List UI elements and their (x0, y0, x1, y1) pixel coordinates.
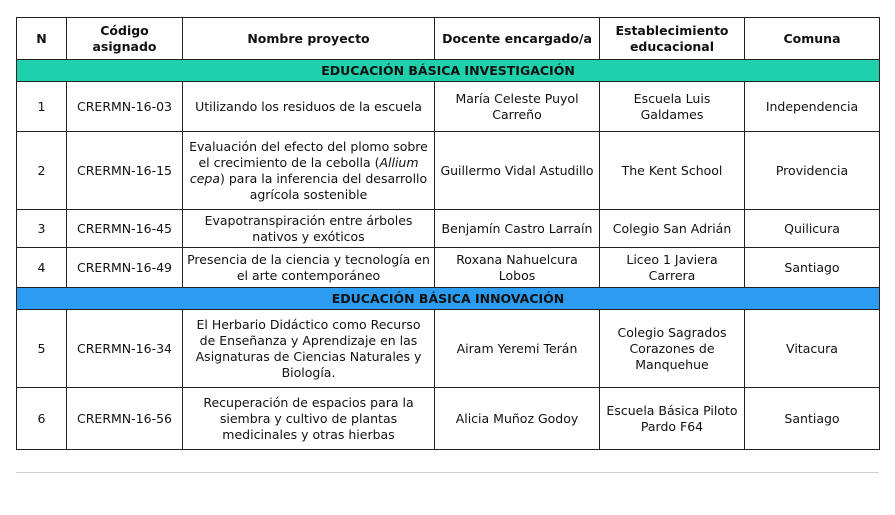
header-n: N (17, 18, 67, 60)
header-school: Establecimiento educacional (600, 18, 745, 60)
header-code: Código asignado (67, 18, 183, 60)
cell-project (183, 132, 435, 210)
cell-teacher: Roxana Nahuelcura Lobos (435, 248, 600, 288)
section-title: EDUCACIÓN BÁSICA INNOVACIÓN (17, 288, 880, 310)
cell-project: Evapotranspiración entre árboles nativos y exóticos (183, 210, 435, 248)
cell-school: Liceo 1 Javiera Carrera (600, 248, 745, 288)
section-title: EDUCACIÓN BÁSICA INVESTIGACIÓN (17, 60, 880, 82)
project-text-pre: Evaluación del efecto del plomo sobre el crecimiento de la cebolla ( (189, 138, 428, 170)
cell-n: 5 (17, 310, 67, 388)
section-row-investigacion (17, 60, 880, 82)
project-text-italic: Allium cepa (189, 154, 419, 186)
cell-code: CRERMN-16-03 (67, 82, 183, 132)
table-row (17, 210, 880, 248)
cell-commune: Independencia (745, 82, 880, 132)
cell-project: Utilizando los residuos de la escuela (183, 82, 435, 132)
section-row-innovacion (17, 288, 880, 310)
cell-school: Escuela Luis Galdames (600, 82, 745, 132)
cell-project: Presencia de la ciencia y tecnología en el arte contemporáneo (183, 248, 435, 288)
cell-teacher: Airam Yeremi Terán (435, 310, 600, 388)
cell-n: 6 (17, 388, 67, 450)
table-row (17, 82, 880, 132)
table-header-row (17, 18, 880, 60)
cell-commune: Vitacura (745, 310, 880, 388)
header-teacher: Docente encargado/a (435, 18, 600, 60)
cell-school: Colegio Sagrados Corazones de Manquehue (600, 310, 745, 388)
cell-school: Colegio San Adrián (600, 210, 745, 248)
project-text-post: ) para la inferencia del desarrollo agrícola sostenible (220, 170, 428, 202)
cell-project: Recuperación de espacios para la siembra y cultivo de plantas medicinales y otras hierbas (183, 388, 435, 450)
cell-teacher: Guillermo Vidal Astudillo (435, 132, 600, 210)
cell-commune: Quilicura (745, 210, 880, 248)
header-project: Nombre proyecto (183, 18, 435, 60)
cell-n: 3 (17, 210, 67, 248)
cell-code: CRERMN-16-49 (67, 248, 183, 288)
projects-table (16, 17, 880, 450)
cell-n: 2 (17, 132, 67, 210)
bottom-divider (16, 472, 879, 473)
cell-code: CRERMN-16-34 (67, 310, 183, 388)
table-row (17, 132, 880, 210)
cell-commune: Providencia (745, 132, 880, 210)
cell-project: El Herbario Didáctico como Recurso de Enseñanza y Aprendizaje en las Asignaturas de Ciencias Naturales y Biología. (183, 310, 435, 388)
header-commune: Comuna (745, 18, 880, 60)
cell-commune: Santiago (745, 388, 880, 450)
cell-code: CRERMN-16-15 (67, 132, 183, 210)
cell-teacher: María Celeste Puyol Carreño (435, 82, 600, 132)
cell-code: CRERMN-16-45 (67, 210, 183, 248)
table-row (17, 248, 880, 288)
cell-school: The Kent School (600, 132, 745, 210)
cell-teacher: Alicia Muñoz Godoy (435, 388, 600, 450)
cell-code: CRERMN-16-56 (67, 388, 183, 450)
cell-school: Escuela Básica Piloto Pardo F64 (600, 388, 745, 450)
cell-n: 1 (17, 82, 67, 132)
table-row (17, 310, 880, 388)
cell-commune: Santiago (745, 248, 880, 288)
cell-n: 4 (17, 248, 67, 288)
table-row (17, 388, 880, 450)
cell-teacher: Benjamín Castro Larraín (435, 210, 600, 248)
